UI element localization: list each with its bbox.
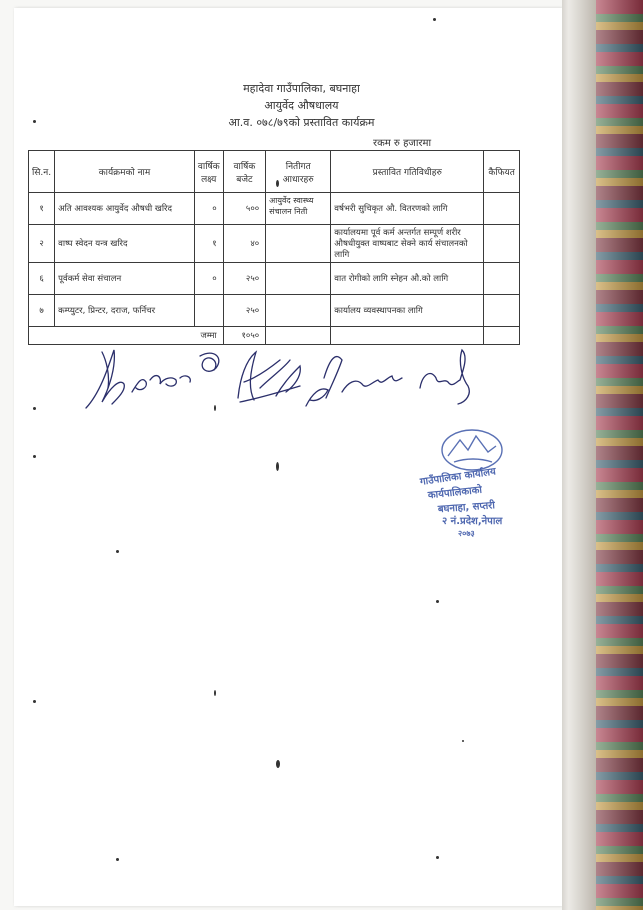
- cell-budget: २५०: [223, 295, 266, 327]
- cell-activity: कार्यालयमा पूर्व कर्म अन्तर्गत सम्पूर्ण शरीर औषधीयुक्त वाष्पबाट सेक्ने कार्य संचालनको लागि: [331, 225, 484, 263]
- cell-program-name: पूर्वकर्म सेवा संचालन: [55, 263, 195, 295]
- office-seal: [410, 420, 530, 540]
- cell-activity: वर्षभरी सुचिकृत औ. वितरणको लागि: [331, 193, 484, 225]
- office-name: आयुर्वेद औषधालय: [264, 99, 339, 112]
- col-header-proposed-activities: प्रस्तावित गतिविधीहरु: [331, 151, 484, 193]
- cell-policy: [266, 263, 331, 295]
- svg-text:बघनाहा, सप्तरी: बघनाहा, सप्तरी: [437, 500, 496, 516]
- col-header-sn: सि.न.: [29, 151, 55, 193]
- cell-target: [194, 295, 223, 327]
- cell-policy: आयुर्वेद स्वास्थ्य संचालन निती: [266, 193, 331, 225]
- table-header-row: [29, 151, 520, 193]
- col-header-remarks: कैफियत: [484, 151, 520, 193]
- cell-target: १: [194, 225, 223, 263]
- cell-budget: ४०: [223, 225, 266, 263]
- col-header-policy-basis: नितीगत आधारहरु: [266, 151, 331, 193]
- cell-policy: [266, 295, 331, 327]
- cell-sn: ७: [29, 295, 55, 327]
- cell-remarks: [484, 263, 520, 295]
- table-row: [29, 263, 520, 295]
- municipality-name: महादेवा गाउँपालिका, बघनाहा: [243, 82, 360, 95]
- program-table: [28, 150, 520, 345]
- cell-program-name: कम्प्युटर, प्रिन्टर, दराज, फर्निचर: [55, 295, 195, 327]
- svg-text:गाउँपालिका कार्यालय: गाउँपालिका कार्यालय: [419, 466, 497, 488]
- cell-target: ०: [194, 193, 223, 225]
- signatures: [80, 338, 480, 418]
- cell-program-name: वाष्प स्वेदन यन्त्र खरिद: [55, 225, 195, 263]
- table-row: [29, 225, 520, 263]
- cell-target: ०: [194, 263, 223, 295]
- cell-remarks: [484, 295, 520, 327]
- document-title: आ.व. ०७८/७९को प्रस्तावित कार्यक्रम: [228, 116, 375, 129]
- cell-sn: १: [29, 193, 55, 225]
- cell-budget: ५००: [223, 193, 266, 225]
- cell-remarks: [484, 225, 520, 263]
- total-value: १०५०: [223, 327, 266, 345]
- table-row: [29, 295, 520, 327]
- svg-text:२ नं.प्रदेश,नेपाल: २ नं.प्रदेश,नेपाल: [442, 516, 503, 527]
- total-label: जम्मा: [29, 327, 224, 345]
- col-header-annual-target: वार्षिक लक्ष्य: [194, 151, 223, 193]
- cell-sn: २: [29, 225, 55, 263]
- cell-sn: ६: [29, 263, 55, 295]
- cell-activity: वात रोगीको लागि स्नेहन औ.को लागि: [331, 263, 484, 295]
- svg-text:कार्यपालिकाको: कार्यपालिकाको: [427, 484, 483, 502]
- cell-budget: २५०: [223, 263, 266, 295]
- table-row: [29, 193, 520, 225]
- svg-text:२०७३: २०७३: [458, 529, 475, 538]
- cell-remarks: [484, 193, 520, 225]
- col-header-annual-budget: वार्षिक बजेट: [223, 151, 266, 193]
- unit-note: रकम रु हजारमा: [373, 138, 432, 149]
- cell-activity: कार्यालय व्यवस्थापनका लागि: [331, 295, 484, 327]
- cell-policy: [266, 225, 331, 263]
- col-header-program-name: कार्यक्रमको नाम: [55, 151, 195, 193]
- cell-program-name: अति आवश्यक आयुर्वेद औषधी खरिद: [55, 193, 195, 225]
